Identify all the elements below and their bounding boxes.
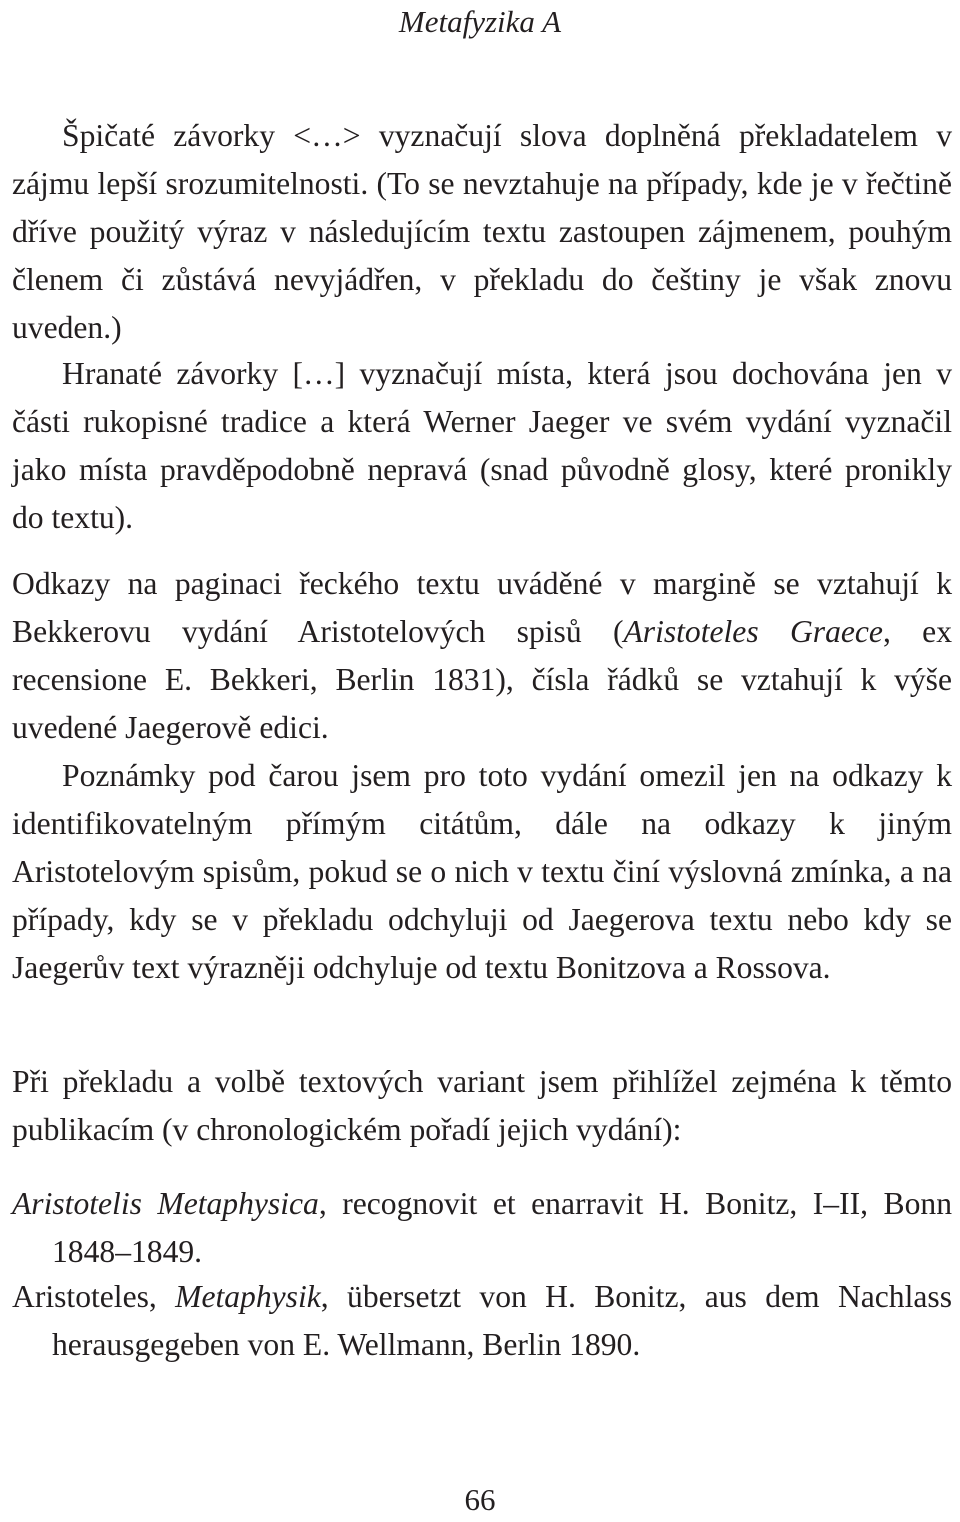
bibliography-entry-1-post: , recognovit et enarravit H. Bonitz, I–II, Bonn 1848–1849. — [52, 1186, 952, 1269]
bibliography-entry-2-pre: Aristoteles, — [12, 1279, 176, 1314]
paragraph-publications: Při překladu a volbě textových variant jsem přihlížel zejména k těmto publikacím (v chronologickém pořadí jejich vydání): — [12, 1064, 952, 1147]
bibliography-entry-2 — [12, 1273, 952, 1369]
paragraph-footnotes: Poznámky pod čarou jsem pro toto vydání omezil jen na odkazy k identifikovatelným přímým citátům, dále na odkazy k jiným Aristotelovým spisům, pokud se o nich v textu činí výslovná zmínka, a na případy, kdy se v překladu odchyluji od Jaegerova textu nebo kdy se Jaegerův text výrazněji odchyluje od textu Bonitzova a Rossova. — [12, 758, 952, 985]
bibliography-entry-1 — [12, 1180, 952, 1276]
paragraph-pagination-italic: Aristoteles Graece — [623, 613, 883, 649]
paragraph-square-brackets: Hranaté závorky […] vyznačují místa, která jsou dochována jen v části rukopisné tradice a která Werner Jaeger ve svém vydání vyznačil jako místa pravděpodobně nepravá (snad původně glosy, které pronikly do textu). — [12, 356, 952, 535]
page-number: 66 — [464, 1482, 496, 1517]
bibliography-entry-2-post: , übersetzt von H. Bonitz, aus dem Nachlass herausgegeben von E. Wellmann, Berlin 1890. — [52, 1279, 952, 1362]
bibliography-entry-2-title: Metaphysik — [175, 1279, 321, 1314]
bibliography-entry-1-title: Aristotelis Metaphysica — [12, 1186, 319, 1221]
paragraph-pagination-text-1: Odkazy na paginaci řeckého textu uváděné v margině se vztahují k Bekkerovu vydání Aristotelových spisů ( — [12, 566, 952, 649]
paragraph-angle-brackets: Špičaté závorky <…> vyznačují slova doplněná překladatelem v zájmu lepší srozumitelnosti. (To se nevztahuje na případy, kde je v řečtině dříve použitý výraz v následujícím textu zastoupen zájmenem, pouhým členem či zůstává nevyjádřen, v překladu do češtiny je však znovu uveden.) — [12, 118, 952, 345]
paragraph-pagination — [12, 560, 952, 752]
running-header: Metafyzika A — [398, 4, 562, 39]
paragraph-pagination-text-2: , ex recensione E. Bekkeri, Berlin 1831), čísla řádků se vztahují k výše uvedené Jaegerově edici. — [12, 613, 952, 745]
